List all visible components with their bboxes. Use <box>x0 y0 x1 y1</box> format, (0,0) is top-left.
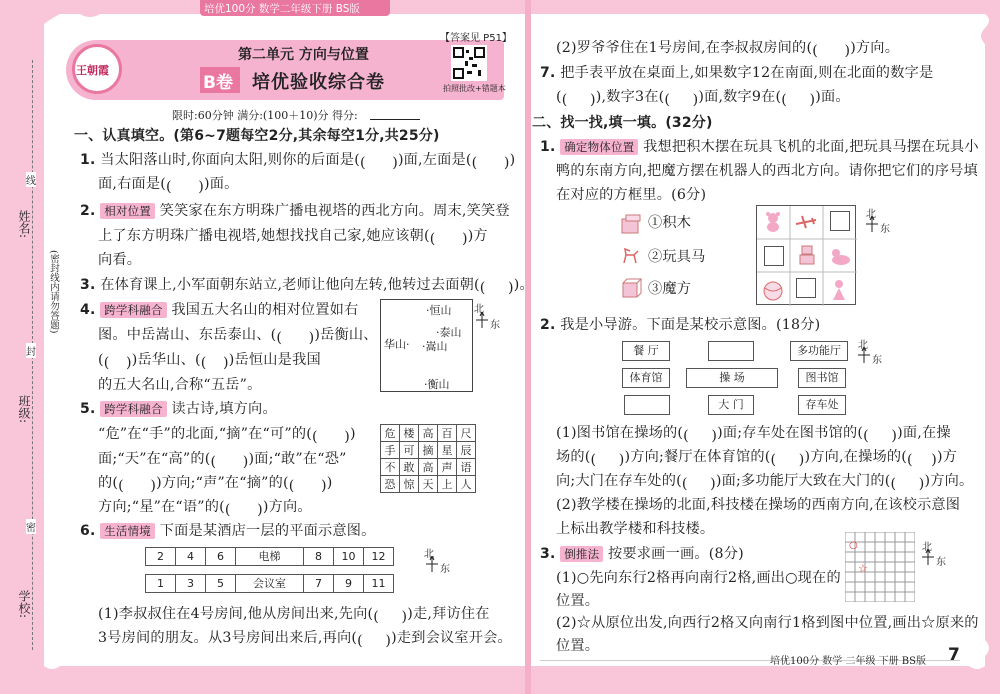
q7-text-b: ( <box>556 89 562 105</box>
q6-text-a: (1)李叔叔住在4号房间,他从房间出来,先向( <box>98 606 374 622</box>
q6-2-text-a: (2)罗爷爷住在1号房间,在李叔叔房间的( <box>556 40 813 56</box>
s2q3-text-0: 按要求画一画。(8分) <box>608 546 744 562</box>
s2q2-blank-7[interactable] <box>891 475 925 489</box>
poem-cell: 惊 <box>399 475 419 493</box>
q7-text-a: 把手表平放在桌面上,如果数字12在南面,则在北面的数字是 <box>560 65 934 81</box>
poem-cell: 尺 <box>456 424 476 442</box>
q5-blank-4[interactable] <box>289 477 327 491</box>
q5-blank-5[interactable] <box>225 501 263 515</box>
s2q1-line1 <box>540 138 979 156</box>
q5-text-0: 读古诗,填方向。 <box>171 401 277 417</box>
place-blank-1[interactable] <box>708 341 754 361</box>
q5-line1 <box>98 425 356 443</box>
q4-tag: 跨学科融合 <box>100 302 167 318</box>
hotel-room: 10 <box>333 547 364 566</box>
grid-star-marker: ☆ <box>858 562 868 575</box>
mountain-hengshan-s: ·衡山 <box>424 378 450 391</box>
q2-text-a: 笑笑家在东方明珠广播电视塔的西北方向。周末,笑笑登 <box>159 203 510 219</box>
hotel-room: 1 <box>145 574 176 593</box>
s2q2-blank-4[interactable] <box>770 451 804 465</box>
s2q2-text-a: (1)图书馆在操场的( <box>556 425 684 441</box>
q3-text-a: 在体育课上,小军面朝东站立,老师让他向左转,他转过去面朝( <box>100 277 480 293</box>
top-strip-text: 培优100分 数学二年级下册 BS版 <box>204 3 360 15</box>
s2q3-line1: (1)○先向东行2格再向南行2格,画出○现在的 <box>556 570 841 586</box>
q2-text-c: )方 <box>467 228 488 244</box>
q7-line2 <box>556 88 850 106</box>
hotel-room: 会议室 <box>235 574 304 593</box>
s2q2-text-g: )方 <box>936 449 958 465</box>
qr-caption: 拍照批改+错题本 <box>443 84 506 93</box>
s2q2-blank-5[interactable] <box>907 451 937 465</box>
q5-num: 5. <box>80 401 96 417</box>
q7-text-e: )面。 <box>815 89 850 105</box>
poem-cell: 百 <box>437 424 457 442</box>
q7-num: 7. <box>540 65 556 81</box>
poem-cell: 恐 <box>380 475 400 493</box>
q5-text-g: ) <box>326 475 333 491</box>
q1-text-d: )面。 <box>204 176 239 192</box>
mountain-taishan: ·泰山 <box>436 326 462 339</box>
answer-box-bottom-mid[interactable] <box>796 278 816 298</box>
q1-num: 1. <box>80 152 96 168</box>
teddy-bear-icon <box>762 210 784 232</box>
q6-tag: 生活情境 <box>100 523 155 539</box>
s2q3-line4: 位置。 <box>556 638 600 654</box>
school-label: 学校: <box>17 590 31 619</box>
poem-cell: 摘 <box>418 441 438 459</box>
q1-line1: 1. 当太阳落山时,你面向太阳,则你的后面是(( ) )面,左面是(( ) ) <box>80 151 515 169</box>
s2q2-east: 东 <box>872 355 882 366</box>
q1-line2 <box>98 175 239 193</box>
s2q3-num: 3. <box>540 546 556 562</box>
poem-cell: 语 <box>456 458 476 476</box>
poem-cell: 上 <box>437 475 457 493</box>
q3-text-b: )。 <box>513 277 534 293</box>
item-horse: ②玩具马 <box>648 249 706 265</box>
q6-blank-1[interactable] <box>373 608 407 622</box>
s2q1-east: 东 <box>880 224 890 235</box>
class-label: 班级: <box>17 395 31 424</box>
q6-line1 <box>98 605 490 623</box>
s2q3-tag: 倒推法 <box>560 546 603 562</box>
q5-line2 <box>98 450 347 468</box>
place-multi: 多功能厅 <box>790 341 848 361</box>
s2q2-blank-1[interactable] <box>683 427 717 441</box>
toy-horse-icon <box>620 245 642 267</box>
q5-text-a: “危”在“手”的北面,“摘”在“可”的( <box>98 426 312 442</box>
s2q2-num: 2. <box>540 317 556 333</box>
q5-text-b: ) <box>349 426 356 442</box>
s2q1-line2: 鸭的东南方向,把魔方摆在机器人的西北方向。请你把它们的序号填 <box>556 163 978 179</box>
page-number: 7 <box>948 645 960 665</box>
poem-cell: 手 <box>380 441 400 459</box>
q4-north: 北 <box>474 304 484 315</box>
place-field: 操 场 <box>686 368 778 388</box>
q4-text-f: )岳恒山是我国 <box>228 352 321 368</box>
s2q1-num: 1. <box>540 139 556 155</box>
s2q2-text-f: )方向,在操场的( <box>804 449 907 465</box>
q6-line0 <box>80 522 376 540</box>
volume-label: B卷 <box>203 73 233 93</box>
s2q1-tag: 确定物体位置 <box>560 139 638 155</box>
q7-blank-2[interactable] <box>664 91 698 105</box>
s2q2-text-h: 向;大门在存车处的( <box>556 473 682 489</box>
s2q2-text-c: )面,在操 <box>897 425 951 441</box>
q7-blank-3[interactable] <box>781 91 815 105</box>
hotel-room: 电梯 <box>235 547 304 566</box>
s2q1-north: 北 <box>866 209 876 220</box>
q4-east: 东 <box>490 320 500 331</box>
seal-note: (密封线内请勿答题) <box>48 250 59 334</box>
q5-text-e: 的( <box>98 475 119 491</box>
s2q2-text-e: )方向;餐厅在体育馆的( <box>624 449 771 465</box>
rubiks-cube-icon <box>620 278 642 300</box>
poem-cell: 敢 <box>399 458 419 476</box>
hotel-room: 5 <box>205 574 236 593</box>
s2q2-north: 北 <box>858 340 868 351</box>
s2q2-text-j: )方向。 <box>924 473 974 489</box>
s2q2-text-b: )面;存车处在图书馆的( <box>717 425 864 441</box>
q4-text-e: )岳华山、( <box>131 352 201 368</box>
s2q2-blank-3[interactable] <box>591 451 625 465</box>
q6-east: 东 <box>440 564 450 575</box>
paper-title: 培优验收综合卷 <box>252 72 385 93</box>
q5-blank-2[interactable] <box>210 453 248 467</box>
hotel-room: 11 <box>363 574 394 593</box>
cut-mark-feng: 封 <box>26 343 36 358</box>
s2q2-line4: (2)教学楼在操场的北面,科技楼在操场的西南方向,在该校示意图 <box>556 497 961 513</box>
q4-line2 <box>98 326 378 344</box>
q5-text-d: )面;“敢”在“恐” <box>248 451 347 467</box>
q5-line0 <box>80 400 277 418</box>
answer-ref: 【答案见 P51】 <box>440 33 512 44</box>
compass-icon <box>864 216 880 232</box>
q5-text-c: 面;“天”在“高”的( <box>98 451 211 467</box>
q5-text-f: )方向;“声”在“摘”的( <box>156 475 289 491</box>
cut-mark-mi: 密 <box>26 519 36 534</box>
q2-num: 2. <box>80 203 96 219</box>
q2-tag: 相对位置 <box>100 203 155 219</box>
compass-icon <box>856 347 872 363</box>
compass-icon <box>474 312 490 328</box>
section2-title: 二、找一找,填一填。(32分) <box>532 115 713 131</box>
q2-line3: 向看。 <box>98 252 142 268</box>
s2q3-line0 <box>540 545 744 563</box>
s2q3-line2: 位置。 <box>556 593 600 609</box>
q4-text-c: )岳衡山、 <box>314 327 378 343</box>
hotel-room: 7 <box>303 574 334 593</box>
q1-text-c: 面,右面是( <box>98 176 166 192</box>
q1-blank-3[interactable] <box>166 178 204 192</box>
q2-line2 <box>98 227 488 245</box>
unit-title: 第二单元 方向与位置 <box>238 47 369 63</box>
hotel-room: 4 <box>175 547 206 566</box>
s2q2-line5: 上标出教学楼和科技楼。 <box>556 521 715 537</box>
hotel-room: 2 <box>145 547 176 566</box>
hotel-room: 9 <box>333 574 364 593</box>
s2q2-line0 <box>540 316 820 334</box>
poem-cell: 高 <box>418 424 438 442</box>
q4-text-d: ( <box>98 352 104 368</box>
poem-cell: 可 <box>399 441 419 459</box>
section1-title: 一、认真填空。(第6~7题每空2分,其余每空1分,共25分) <box>74 128 440 144</box>
poem-cell: 星 <box>437 441 457 459</box>
q4-line4: 的五大名山,合称“五岳”。 <box>98 377 262 393</box>
hotel-room: 3 <box>175 574 206 593</box>
score-line <box>370 119 420 120</box>
robot-icon <box>796 244 818 268</box>
q2-line1 <box>80 202 510 220</box>
ball-icon <box>762 280 784 302</box>
footer-text: 培优100分 数学 二年级 下册 BS版 <box>770 656 927 667</box>
poem-cell: 辰 <box>456 441 476 459</box>
place-parking: 存车处 <box>798 395 846 415</box>
s2q2-line1 <box>556 424 951 442</box>
s2q2-text-i: )面;多功能厅大致在大门的( <box>715 473 891 489</box>
q1-blank-2[interactable] <box>472 154 510 168</box>
q2-text-b: 上了东方明珠广播电视塔,她想找找自己家,她应该朝( <box>98 228 430 244</box>
q1-text-a: 当太阳落山时,你面向太阳,则你的后面是( <box>100 152 360 168</box>
q7-line1 <box>540 64 933 82</box>
q3-num: 3. <box>80 277 96 293</box>
q4-line3 <box>98 351 321 369</box>
doll-icon <box>828 278 850 302</box>
s2q3-east: 东 <box>936 557 946 568</box>
q6-text-0: 下面是某酒店一层的平面示意图。 <box>159 523 376 539</box>
q6-text-b: )走,拜访住在 <box>407 606 490 622</box>
blocks-icon <box>620 213 642 235</box>
q5-text-i: )方向。 <box>262 499 312 515</box>
q6-2-blank[interactable] <box>812 42 850 56</box>
q6-text-d: )走到会议室开会。 <box>391 630 512 646</box>
s2q1-text-a: 我想把积木摆在玩具飞机的北面,把玩具马摆在玩具小 <box>643 139 979 155</box>
cut-mark-xian: 线 <box>26 172 36 187</box>
compass-icon <box>920 549 936 565</box>
q7-text-c: ),数字3在( <box>595 89 665 105</box>
logo-text: 王朝霞 <box>76 64 109 77</box>
poem-cell: 不 <box>380 458 400 476</box>
q4-text-a: 我国五大名山的相对位置如右 <box>171 302 359 318</box>
q2-blank[interactable] <box>430 230 468 244</box>
q6-num: 6. <box>80 523 96 539</box>
q6-blank-2[interactable] <box>357 632 391 646</box>
poem-cell: 高 <box>418 458 438 476</box>
q6-line2 <box>98 629 512 647</box>
s2q3-line3: (2)☆从原位出发,向西行2格又向南行1格到图中位置,画出☆原来的 <box>556 615 979 631</box>
qr-icon <box>451 45 487 81</box>
place-gate: 大 门 <box>708 395 754 415</box>
q4-blank-1[interactable] <box>276 329 314 343</box>
toy-airplane-icon <box>794 212 818 232</box>
place-gym: 体育馆 <box>622 368 670 388</box>
s2q2-text-d: 场的( <box>556 449 591 465</box>
q4-text-b: 图。中岳嵩山、东岳泰山、( <box>98 327 277 343</box>
q4-blank-2[interactable] <box>104 354 132 368</box>
q1-blank-1[interactable] <box>360 154 398 168</box>
place-library: 图书馆 <box>798 368 846 388</box>
poem-cell: 天 <box>418 475 438 493</box>
s2q2-text-0: 我是小导游。下面是某校示意图。(18分) <box>560 317 821 333</box>
s2q2-line3 <box>556 472 973 490</box>
s2q2-blank-6[interactable] <box>682 475 716 489</box>
hotel-room: 8 <box>303 547 334 566</box>
s2q2-line2 <box>556 448 957 466</box>
q5-line4 <box>98 498 312 516</box>
compass-icon <box>424 556 440 572</box>
q7-text-d: )面,数字9在( <box>698 89 782 105</box>
qr-code[interactable] <box>451 45 487 81</box>
q4-num: 4. <box>80 302 96 318</box>
poem-cell: 人 <box>456 475 476 493</box>
hotel-room: 12 <box>363 547 394 566</box>
mountain-huashan: 华山· <box>384 338 410 351</box>
q6-text-c: 3号房间的朋友。从3号房间出来后,再向( <box>98 630 358 646</box>
poem-cell: 楼 <box>399 424 419 442</box>
item-cube: ③魔方 <box>648 281 692 297</box>
answer-box-mid-left[interactable] <box>764 246 784 266</box>
q7-blank-1[interactable] <box>562 91 596 105</box>
mountain-hengshan-n: ·恒山 <box>426 304 452 317</box>
q5-blank-1[interactable] <box>312 428 350 442</box>
place-canteen: 餐 厅 <box>622 341 670 361</box>
q5-line3 <box>98 474 332 492</box>
name-label: 姓名: <box>17 210 31 239</box>
mountain-songshan: ·嵩山 <box>422 340 448 353</box>
toy-duck-icon <box>828 246 852 266</box>
q5-tag: 跨学科融合 <box>100 401 167 417</box>
place-blank-2[interactable] <box>624 395 670 415</box>
q5-blank-3[interactable] <box>118 477 156 491</box>
exam-info: 限时:60分钟 满分:(100＋10)分 得分: <box>172 109 358 122</box>
s2q3-north: 北 <box>922 542 932 553</box>
q3-line1 <box>80 276 534 294</box>
q5-text-h: 方向;“星”在“语”的( <box>98 499 225 515</box>
poem-cell: 危 <box>380 424 400 442</box>
q6-north: 北 <box>424 549 434 560</box>
answer-box-top-right[interactable] <box>830 211 850 231</box>
hotel-room: 6 <box>205 547 236 566</box>
poem-cell: 声 <box>437 458 457 476</box>
s2q1-line3: 在对应的方框里。(6分) <box>556 187 707 203</box>
q1-text-b: )面,左面是( <box>397 152 472 168</box>
s2q2-blank-2[interactable] <box>863 427 897 441</box>
q6-2-text-b: )方向。 <box>850 40 900 56</box>
q4-blank-3[interactable] <box>201 354 229 368</box>
q4-line1 <box>80 301 358 319</box>
grid-circle-marker: ○ <box>849 540 858 551</box>
item-blocks: ①积木 <box>648 215 692 231</box>
q3-blank[interactable] <box>480 279 514 293</box>
q6-2-line <box>556 39 899 57</box>
